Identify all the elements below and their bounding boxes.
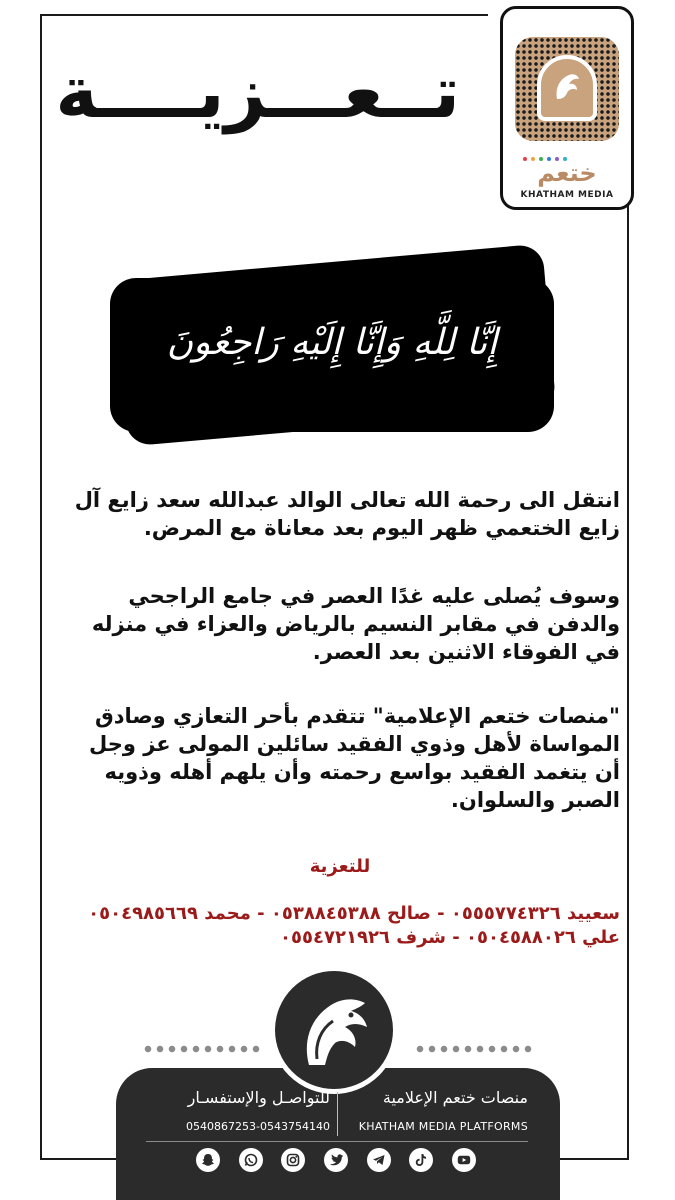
funeral-paragraph: وسوف يُصلى عليه غدًا العصر في جامع الراجحي والدفن في مقابر النسيم بالرياض والعزاء في منزله في الفوقاء الاثنين بعد العصر. — [91, 584, 620, 664]
condolence-paragraph: "منصات ختعم الإعلامية" تتقدم بأحر التعازي وصادق المواساة لأهل وذوي الفقيد سائلين المولى عز وجل أن يتغمد الفقيد بواسع رحمته وأن يلهم أهله وذويه الصبر والسلوان. — [89, 704, 620, 812]
footer-org-english: KHATHAM MEDIA PLATFORMS — [358, 1120, 528, 1133]
footer-rule — [146, 1141, 528, 1142]
footer-phones: 0540867253-0543754140 — [186, 1120, 330, 1133]
footer-dots-left — [142, 1045, 262, 1053]
horse-emblem — [270, 966, 398, 1094]
condolence-heading: للتعزية — [309, 856, 371, 877]
snapchat-ghost-icon — [537, 55, 597, 121]
footer-contact-label: للتواصـل والإستفسـار — [187, 1088, 330, 1107]
horse-head-icon — [295, 989, 375, 1073]
logo-wordmark: ختعم — [537, 159, 597, 187]
contact-list — [60, 902, 620, 950]
verse-banner — [110, 278, 554, 432]
footer-org-name: منصات ختعم الإعلامية — [382, 1088, 528, 1107]
telegram-icon[interactable] — [367, 1148, 391, 1172]
verse-text: إِنَّا لِلَّهِ وَإِنَّا إِلَيْهِ رَاجِعُونَ — [166, 322, 498, 363]
tiktok-icon[interactable] — [409, 1148, 433, 1172]
snapchat-icon[interactable] — [196, 1148, 220, 1172]
social-links — [196, 1148, 476, 1172]
instagram-icon[interactable] — [281, 1148, 305, 1172]
contact-line: علي ٠٥٠٤٥٨٨٠٢٦ - شرف ٠٥٥٤٧٢١٩٢٦ — [280, 927, 620, 948]
snapcode-block — [515, 37, 619, 141]
page-title: تــعـــزيــــة — [55, 50, 460, 134]
youtube-icon[interactable] — [452, 1148, 476, 1172]
logo-card — [500, 6, 634, 210]
announcement-paragraph: انتقل الى رحمة الله تعالى الوالد عبدالله سعد زايع آل زايع الختعمي ظهر اليوم بعد معاناة مع المرض. — [74, 488, 620, 540]
footer-divider — [337, 1092, 338, 1136]
logo-subtitle: KHATHAM MEDIA — [520, 190, 614, 200]
twitter-icon[interactable] — [324, 1148, 348, 1172]
footer-dots-right — [414, 1045, 534, 1053]
contact-line: سعييد ٠٥٥٥٧٧٤٣٢٦ - صالح ٠٥٣٨٨٤٥٣٨٨ - محمد ٠٥٠٤٩٨٥٦٦٩ — [88, 903, 620, 924]
whatsapp-icon[interactable] — [239, 1148, 263, 1172]
horse-logo-icon — [551, 69, 583, 105]
